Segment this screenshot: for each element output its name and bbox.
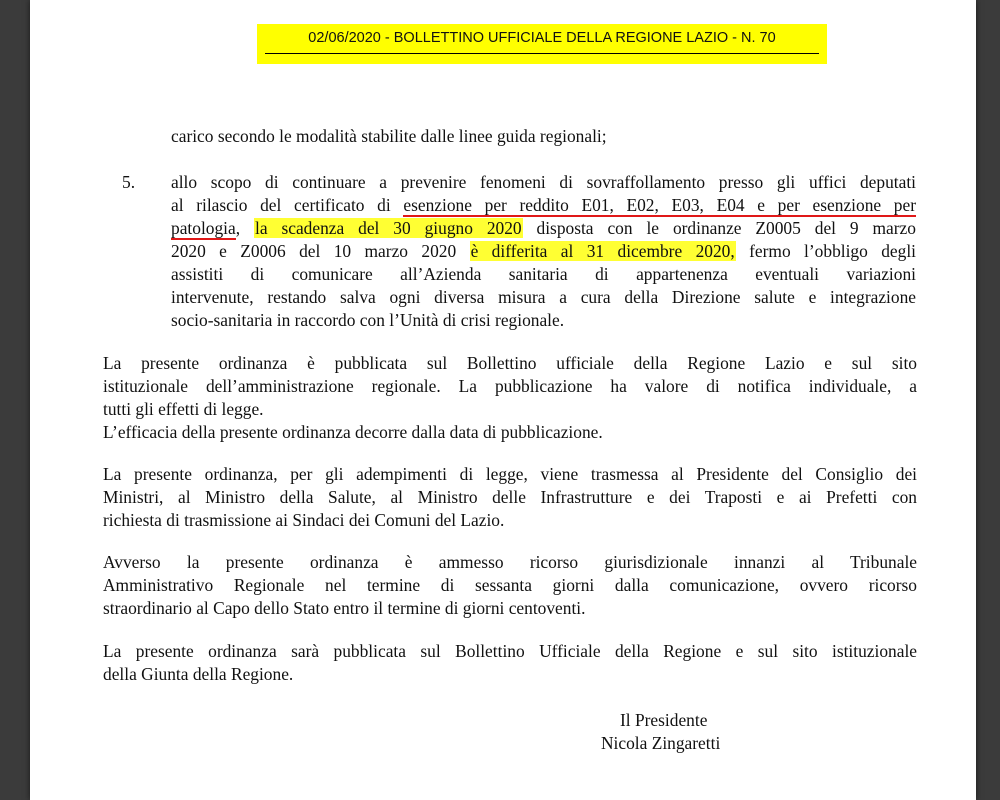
header-highlight	[257, 24, 827, 64]
item5-line-4	[171, 240, 916, 264]
deferral-highlight: è differita al 31 dicembre 2020,	[470, 241, 735, 261]
para1-line-4: L’efficacia della presente ordinanza decorre dalla data di pubblicazione.	[103, 422, 603, 442]
deadline-highlight: la scadenza del 30 giugno 2020	[254, 218, 522, 238]
item-number: 5.	[122, 172, 136, 192]
para4-line-2: della Giunta della Regione.	[103, 664, 294, 684]
document-page	[30, 0, 976, 800]
para2-line-2: Ministri, al Ministro della Salute, al Ministro delle Infrastrutture e dei Traposti e ai Prefetti con	[103, 487, 917, 507]
item5-line-4-end: fermo l’obbligo degli	[735, 241, 916, 261]
para1-line-2: istituzionale dell’amministrazione regionale. La pubblicazione ha valore di notifica individuale, a	[103, 376, 917, 396]
para2-line-1: La presente ordinanza, per gli adempimenti di legge, viene trasmessa al Presidente del Consiglio dei	[103, 464, 917, 484]
para3-line-2: Amministrativo Regionale nel termine di sessanta giorni dalla comunicazione, ovvero ricorso	[103, 575, 917, 595]
para1-line-3: tutti gli effetti di legge.	[103, 399, 264, 419]
item5-line-7: socio-sanitaria in raccordo con l’Unità di crisi regionale.	[171, 310, 565, 330]
para4-line-1: La presente ordinanza sarà pubblicata sul Bollettino Ufficiale della Regione e sul sito istituzionale	[103, 641, 917, 661]
item5-line-3	[171, 217, 916, 241]
item5-line-2	[171, 194, 916, 218]
signature-name: Nicola Zingaretti	[601, 733, 721, 753]
item5-line-2-text: al rilascio del certificato di	[171, 195, 404, 215]
header-rule	[265, 53, 819, 54]
item5-line-1: allo scopo di continuare a prevenire fenomeni di sovraffollamento presso gli uffici deputati	[171, 172, 916, 192]
pathology-underlined: patologia	[171, 218, 236, 238]
comma: ,	[235, 218, 254, 238]
item5-line-3-text: disposta con le ordinanze Z0005 del 9 marzo	[522, 218, 916, 238]
exemption-underlined: esenzione per reddito E01, E02, E03, E04 e per esenzione per	[403, 195, 916, 215]
para3-line-1: Avverso la presente ordinanza è ammesso ricorso giurisdizionale innanzi al Tribunale	[103, 552, 917, 572]
para3-line-3: straordinario al Capo dello Stato entro il termine di giorni centoventi.	[103, 598, 586, 618]
signature-role: Il Presidente	[620, 710, 708, 730]
item5-line-6: intervenute, restando salva ogni diversa misura a cura della Direzione salute e integrazione	[171, 287, 916, 307]
item5-line-5: assistiti di comunicare all’Azienda sanitaria di appartenenza eventuali variazioni	[171, 264, 916, 284]
continuation-line: carico secondo le modalità stabilite dalle linee guida regionali;	[171, 126, 607, 146]
item5-line-4-text: 2020 e Z0006 del 10 marzo 2020	[171, 241, 470, 261]
para2-line-3: richiesta di trasmissione ai Sindaci dei Comuni del Lazio.	[103, 510, 505, 530]
bulletin-header-title: 02/06/2020 - BOLLETTINO UFFICIALE DELLA REGIONE LAZIO - N. 70	[308, 30, 776, 46]
para1-line-1: La presente ordinanza è pubblicata sul Bollettino ufficiale della Regione Lazio e sul sito	[103, 353, 917, 373]
